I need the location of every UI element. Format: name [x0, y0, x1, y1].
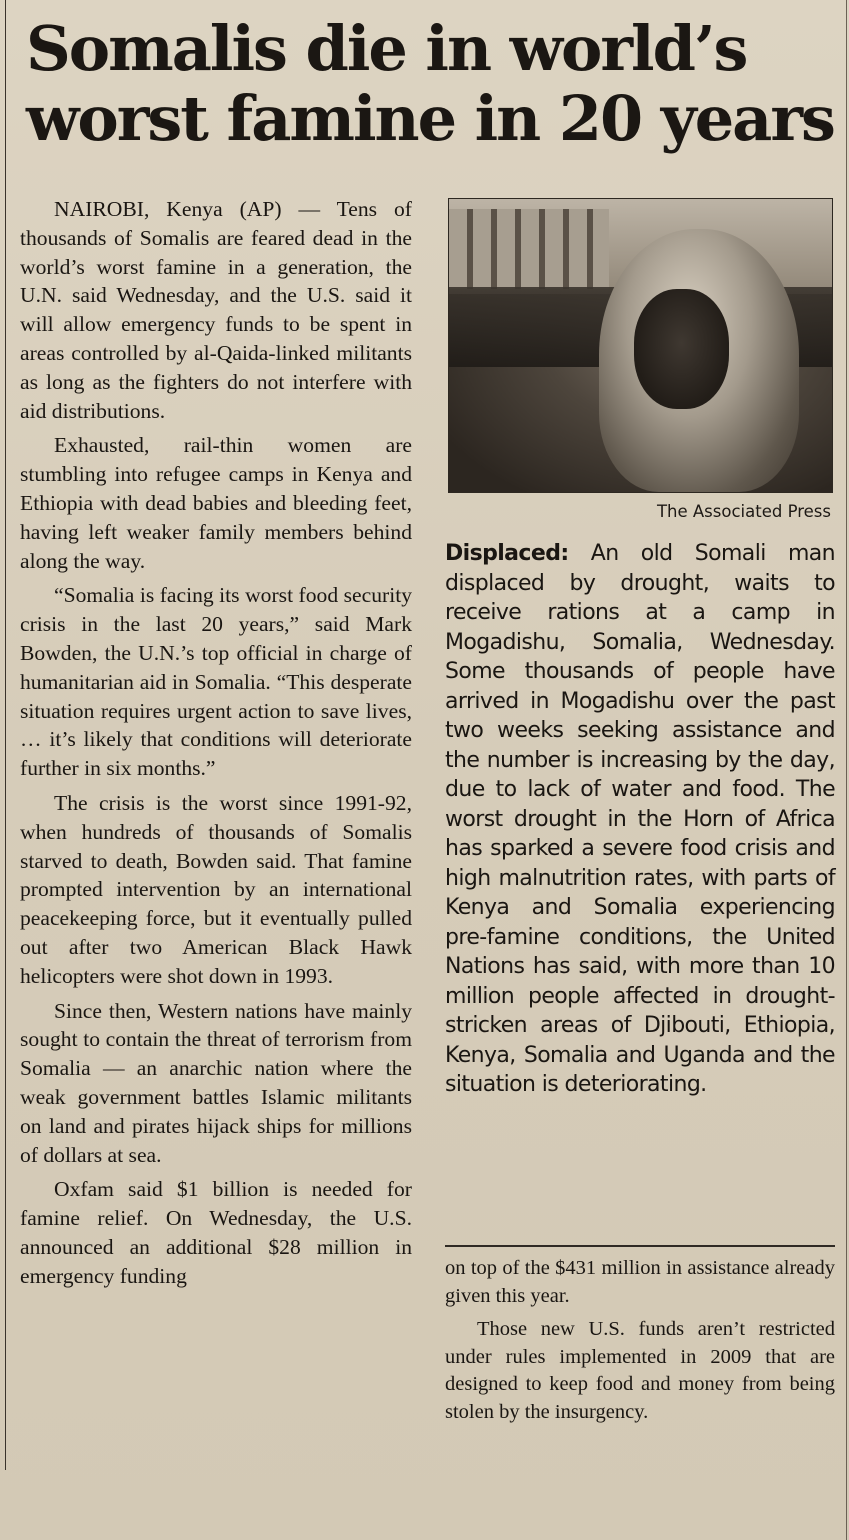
photo-caption — [445, 539, 835, 1100]
right-edge-rule — [846, 0, 847, 1540]
paragraph: on top of the $431 million in assistance already given this year. — [445, 1257, 835, 1307]
news-photo — [448, 198, 833, 493]
photo-credit: The Associated Press — [656, 502, 831, 521]
caption-divider — [445, 1245, 835, 1247]
paragraph: Those new U.S. funds aren’t restricted under rules implemented in 2009 that are designed to keep food and money from being stolen by the insurgency. — [445, 1318, 835, 1423]
article-left-column — [20, 195, 412, 1296]
article-right-column — [445, 1255, 835, 1433]
paragraph: The crisis is the worst since 1991-92, when hundreds of thousands of Somalis starved to death, Bowden said. That famine prompted intervention by an international peacekeeping force, but it eventually pulled out after two American Black Hawk helicopters were shot down in 1993. — [20, 790, 412, 988]
headline: Somalis die in world’s worst famine in 20 years — [26, 12, 834, 156]
paragraph: Oxfam said $1 billion is needed for famine relief. On Wednesday, the U.S. announced an additional $28 million in emergency funding — [20, 1177, 412, 1288]
paragraph: Exhausted, rail-thin women are stumbling into refugee camps in Kenya and Ethiopia with dead babies and bleeding feet, having left weaker family members behind along the way. — [20, 433, 412, 573]
caption-text: An old Somali man displaced by drought, waits to receive rations at a camp in Mogadishu, Somalia, Wednesday. Some thousands of people have arrived in Mogadishu over the past two weeks seeking assistance and the number is increasing by the day, due to lack of water and food. The worst drought in the Horn of Africa has sparked a severe food crisis and high malnutrition rates, with parts of Kenya and Somalia experiencing pre-famine conditions, the United Nations has said, with more than 10 million people affected in drought-stricken areas of Djibouti, Ethiopia, Kenya, Somalia and Uganda and the situation is deteriorating. — [445, 541, 835, 1097]
caption-label: Displaced: — [445, 541, 569, 566]
paragraph: “Somalia is facing its worst food security crisis in the last 20 years,” said Mark Bowden, the U.N.’s top official in charge of humanitarian aid in Somalia. “This desperate situation requires urgent action to save lives, … it’s likely that conditions will deteriorate further in six months.” — [20, 583, 412, 781]
paragraph: NAIROBI, Kenya (AP) — Tens of thousands of Somalis are feared dead in the world’s worst famine in a generation, the U.N. said Wednesday, and the U.S. said it will allow emergency funds to be spent in areas controlled by al-Qaida-linked militants as long as the fighters do not interfere with aid distributions. — [20, 197, 412, 423]
left-edge-rule — [5, 0, 6, 1470]
paragraph: Since then, Western nations have mainly sought to contain the threat of terrorism from Somalia — an anarchic nation where the weak government battles Islamic militants on land and pirates hijack ships for millions of dollars at sea. — [20, 998, 412, 1167]
